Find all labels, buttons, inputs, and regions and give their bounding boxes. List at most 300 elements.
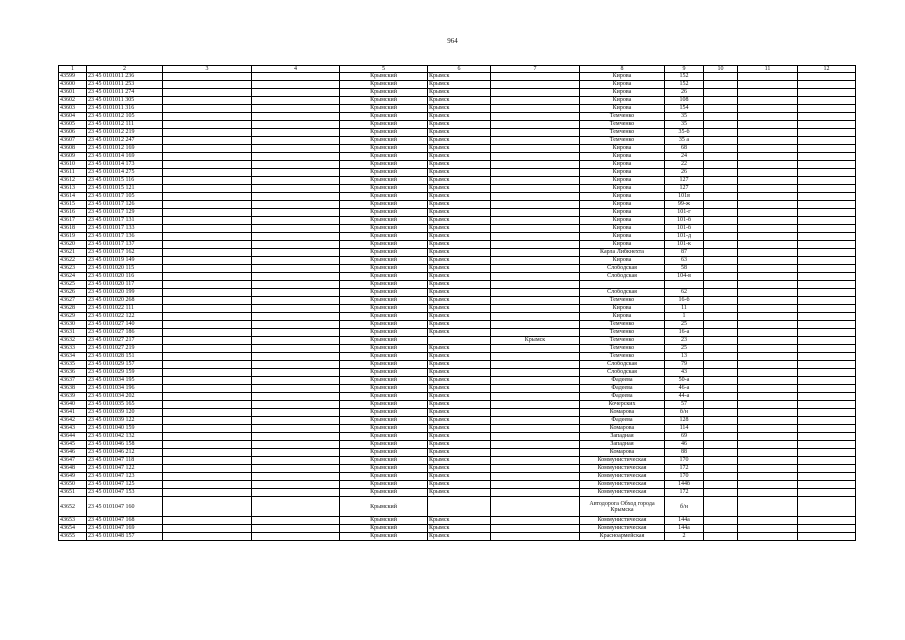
cell-col-12 (798, 305, 856, 313)
cell-row-number: 43623 (59, 265, 87, 273)
cell-row-number: 43646 (59, 449, 87, 457)
cell-col-12 (798, 145, 856, 153)
cell-row-number: 43644 (59, 433, 87, 441)
cell-col-12 (798, 73, 856, 81)
cell-col-7 (491, 449, 580, 457)
cell-col-7 (491, 465, 580, 473)
cell-col-11 (738, 449, 798, 457)
cell-street: Фадеева (580, 385, 665, 393)
cell-row-number: 43641 (59, 409, 87, 417)
cell-district: Крымский (340, 489, 428, 497)
cell-col-12 (798, 409, 856, 417)
cell-col-10 (704, 489, 738, 497)
cell-district: Крымский (340, 481, 428, 489)
cell-col-11 (738, 249, 798, 257)
cell-street: Коммунистическая (580, 525, 665, 533)
cell-city (428, 497, 491, 517)
cell-row-number: 43640 (59, 401, 87, 409)
cell-row-number: 43639 (59, 393, 87, 401)
cell-row-number: 43635 (59, 361, 87, 369)
cell-col-7 (491, 265, 580, 273)
table-row (59, 161, 856, 169)
cell-col-10 (704, 137, 738, 145)
cell-street: Коммунистическая (580, 481, 665, 489)
table-row (59, 409, 856, 417)
cell-col-11 (738, 369, 798, 377)
cell-cadastral-number: 23 45 0101017 129 (87, 209, 163, 217)
cell-col-11 (738, 121, 798, 129)
cell-col-10 (704, 81, 738, 89)
cell-cadastral-number: 23 45 0101017 137 (87, 241, 163, 249)
cell-house-number: 127 (665, 177, 704, 185)
cell-col-10 (704, 401, 738, 409)
cell-col-10 (704, 233, 738, 241)
cell-street: Слободская (580, 361, 665, 369)
cell-col-12 (798, 385, 856, 393)
cell-col-10 (704, 305, 738, 313)
cell-col-12 (798, 353, 856, 361)
cell-col-11 (738, 525, 798, 533)
cell-cadastral-number: 23 45 0101022 122 (87, 313, 163, 321)
cell-house-number: 25 (665, 321, 704, 329)
cell-street: Слободская (580, 265, 665, 273)
cell-col-12 (798, 525, 856, 533)
cell-col-7 (491, 385, 580, 393)
cell-house-number: 88 (665, 449, 704, 457)
cell-city: Крымск (428, 449, 491, 457)
cell-cadastral-number: 23 45 0101047 153 (87, 489, 163, 497)
cell-cadastral-number: 23 45 0101014 173 (87, 161, 163, 169)
cell-city: Крымск (428, 517, 491, 525)
cell-col-12 (798, 473, 856, 481)
cell-col-7 (491, 161, 580, 169)
cell-col-11 (738, 517, 798, 525)
cell-row-number: 43647 (59, 457, 87, 465)
cell-col-4 (252, 137, 340, 145)
cell-col-4 (252, 249, 340, 257)
table-row (59, 97, 856, 105)
cell-row-number: 43655 (59, 533, 87, 541)
cell-col-7 (491, 393, 580, 401)
table-row (59, 465, 856, 473)
cell-city: Крымск (428, 113, 491, 121)
cell-col-3 (163, 121, 252, 129)
cell-city: Крымск (428, 297, 491, 305)
cell-city: Крымск (428, 321, 491, 329)
cell-col-7 (491, 377, 580, 385)
cell-street: Слободская (580, 289, 665, 297)
cell-col-12 (798, 425, 856, 433)
cell-col-10 (704, 353, 738, 361)
cell-cadastral-number: 23 45 0101046 158 (87, 441, 163, 449)
cell-street: Кирова (580, 233, 665, 241)
cell-district: Крымский (340, 257, 428, 265)
cell-street: Кирова (580, 313, 665, 321)
column-header-3: 3 (163, 66, 252, 73)
cell-col-3 (163, 393, 252, 401)
table-row (59, 281, 856, 289)
cell-col-11 (738, 409, 798, 417)
cell-street: Кирова (580, 217, 665, 225)
cell-col-10 (704, 281, 738, 289)
cell-col-11 (738, 169, 798, 177)
cell-city: Крымск (428, 105, 491, 113)
cell-city: Крымск (428, 525, 491, 533)
cell-col-4 (252, 409, 340, 417)
cell-col-10 (704, 209, 738, 217)
table-row (59, 385, 856, 393)
cell-district: Крымский (340, 353, 428, 361)
cell-street: Темченко (580, 121, 665, 129)
cell-district: Крымский (340, 377, 428, 385)
table-row (59, 209, 856, 217)
cell-row-number: 43605 (59, 121, 87, 129)
cell-col-10 (704, 321, 738, 329)
cell-district: Крымский (340, 385, 428, 393)
cell-house-number: 57 (665, 401, 704, 409)
cell-col-11 (738, 465, 798, 473)
cell-district: Крымский (340, 209, 428, 217)
cell-col-7 (491, 345, 580, 353)
cell-col-4 (252, 417, 340, 425)
cell-cadastral-number: 23 45 0101047 169 (87, 525, 163, 533)
cell-city: Крымск (428, 281, 491, 289)
cell-col-4 (252, 193, 340, 201)
cell-col-11 (738, 417, 798, 425)
cell-col-3 (163, 441, 252, 449)
cell-district: Крымский (340, 249, 428, 257)
table-row (59, 473, 856, 481)
cell-house-number: 26 (665, 89, 704, 97)
cell-district: Крымский (340, 305, 428, 313)
cell-district: Крымский (340, 193, 428, 201)
cell-col-3 (163, 233, 252, 241)
cell-col-4 (252, 129, 340, 137)
cell-col-11 (738, 289, 798, 297)
cell-col-3 (163, 337, 252, 345)
cell-col-12 (798, 121, 856, 129)
cell-row-number: 43630 (59, 321, 87, 329)
cell-col-11 (738, 353, 798, 361)
cell-col-12 (798, 201, 856, 209)
table-row (59, 265, 856, 273)
cell-city: Крымск (428, 433, 491, 441)
cell-row-number: 43633 (59, 345, 87, 353)
table-row (59, 105, 856, 113)
table-row (59, 217, 856, 225)
cell-col-12 (798, 449, 856, 457)
cell-col-10 (704, 313, 738, 321)
cell-cadastral-number: 23 45 0101048 157 (87, 533, 163, 541)
cell-city: Крымск (428, 81, 491, 89)
cell-col-10 (704, 457, 738, 465)
cell-col-3 (163, 241, 252, 249)
cell-house-number: 101-д (665, 233, 704, 241)
cell-row-number: 43619 (59, 233, 87, 241)
cell-col-4 (252, 533, 340, 541)
cell-cadastral-number: 23 45 0101015 116 (87, 177, 163, 185)
cell-col-12 (798, 533, 856, 541)
cell-col-12 (798, 457, 856, 465)
cell-col-12 (798, 241, 856, 249)
cell-row-number: 43638 (59, 385, 87, 393)
cell-house-number: 22 (665, 161, 704, 169)
cell-col-4 (252, 345, 340, 353)
table-row (59, 525, 856, 533)
cell-district: Крымский (340, 409, 428, 417)
cell-col-3 (163, 185, 252, 193)
cell-street: Комарова (580, 449, 665, 457)
cell-row-number: 43614 (59, 193, 87, 201)
cell-col-4 (252, 89, 340, 97)
cell-col-3 (163, 313, 252, 321)
column-header-12: 12 (798, 66, 856, 73)
cell-city: Крымск (428, 329, 491, 337)
cell-street: Красноармейская (580, 533, 665, 541)
cell-col-4 (252, 313, 340, 321)
cell-col-4 (252, 153, 340, 161)
cell-col-4 (252, 265, 340, 273)
cell-col-10 (704, 73, 738, 81)
cell-col-3 (163, 377, 252, 385)
cell-city: Крымск (428, 305, 491, 313)
cell-col-3 (163, 177, 252, 185)
cell-col-10 (704, 289, 738, 297)
cell-col-4 (252, 289, 340, 297)
cell-city: Крымск (428, 209, 491, 217)
cell-district: Крымский (340, 361, 428, 369)
cell-col-11 (738, 257, 798, 265)
cell-house-number (665, 281, 704, 289)
cell-col-3 (163, 433, 252, 441)
cell-col-11 (738, 145, 798, 153)
cell-col-11 (738, 385, 798, 393)
cell-cadastral-number: 23 45 0101012 219 (87, 129, 163, 137)
cell-col-7 (491, 81, 580, 89)
cell-col-3 (163, 137, 252, 145)
cell-district: Крымский (340, 137, 428, 145)
cell-col-3 (163, 209, 252, 217)
cell-city: Крымск (428, 385, 491, 393)
cell-col-10 (704, 177, 738, 185)
cell-house-number: 24 (665, 153, 704, 161)
cell-street: Кирова (580, 153, 665, 161)
cell-col-12 (798, 345, 856, 353)
cell-cadastral-number: 23 45 0101028 151 (87, 353, 163, 361)
cell-col-4 (252, 401, 340, 409)
table-row (59, 337, 856, 345)
cell-cadastral-number: 23 45 0101047 123 (87, 473, 163, 481)
cell-house-number: 144б (665, 481, 704, 489)
cell-col-3 (163, 353, 252, 361)
cell-col-12 (798, 417, 856, 425)
cell-street: Кирова (580, 185, 665, 193)
cell-district: Крымский (340, 337, 428, 345)
cell-city: Крымск (428, 185, 491, 193)
table-row (59, 449, 856, 457)
cell-row-number: 43625 (59, 281, 87, 289)
cell-cadastral-number: 23 45 0101020 115 (87, 265, 163, 273)
cell-city: Крымск (428, 409, 491, 417)
cell-city: Крымск (428, 233, 491, 241)
cell-street: Комарова (580, 409, 665, 417)
cell-row-number: 43654 (59, 525, 87, 533)
cell-col-7 (491, 153, 580, 161)
cell-district: Крымский (340, 225, 428, 233)
cell-street: Фадеева (580, 393, 665, 401)
cell-city: Крымск (428, 169, 491, 177)
table-row (59, 169, 856, 177)
cell-street: Кирова (580, 97, 665, 105)
cell-row-number: 43606 (59, 129, 87, 137)
table-row (59, 297, 856, 305)
cell-cadastral-number: 23 45 0101015 121 (87, 185, 163, 193)
table-row (59, 225, 856, 233)
cell-col-10 (704, 345, 738, 353)
cell-col-11 (738, 281, 798, 289)
cell-cadastral-number: 23 45 0101012 111 (87, 121, 163, 129)
cell-city: Крымск (428, 377, 491, 385)
cell-house-number: 35 а (665, 137, 704, 145)
cell-house-number: 154 (665, 105, 704, 113)
cell-col-3 (163, 225, 252, 233)
cell-street: Кирова (580, 145, 665, 153)
cell-col-11 (738, 233, 798, 241)
cell-col-11 (738, 193, 798, 201)
column-header-9: 9 (665, 66, 704, 73)
cell-district: Крымский (340, 297, 428, 305)
cell-row-number: 43600 (59, 81, 87, 89)
cell-col-11 (738, 321, 798, 329)
cell-cadastral-number: 23 45 0101042 132 (87, 433, 163, 441)
cell-col-4 (252, 525, 340, 533)
cell-col-4 (252, 517, 340, 525)
table-row (59, 81, 856, 89)
cell-cadastral-number: 23 45 0101047 125 (87, 481, 163, 489)
cell-house-number: 101-г (665, 209, 704, 217)
cell-col-4 (252, 281, 340, 289)
cell-col-12 (798, 193, 856, 201)
cell-col-3 (163, 249, 252, 257)
cell-col-3 (163, 281, 252, 289)
cell-col-10 (704, 481, 738, 489)
cell-house-number: 16-а (665, 329, 704, 337)
cell-col-11 (738, 129, 798, 137)
cell-col-12 (798, 441, 856, 449)
table-row (59, 233, 856, 241)
cell-row-number: 43652 (59, 497, 87, 517)
cell-col-7 (491, 241, 580, 249)
cell-district: Крымский (340, 281, 428, 289)
cell-col-3 (163, 273, 252, 281)
cell-house-number: 172 (665, 465, 704, 473)
cell-col-12 (798, 185, 856, 193)
cell-district: Крымский (340, 449, 428, 457)
cell-house-number: 46-а (665, 385, 704, 393)
cell-cadastral-number: 23 45 0101039 120 (87, 409, 163, 417)
cell-col-10 (704, 105, 738, 113)
cell-street: Темченко (580, 321, 665, 329)
cell-city: Крымск (428, 533, 491, 541)
cell-cadastral-number: 23 45 0101029 157 (87, 361, 163, 369)
cell-row-number: 43627 (59, 297, 87, 305)
cell-street: Кирова (580, 73, 665, 81)
cell-cadastral-number: 23 45 0101039 122 (87, 417, 163, 425)
cell-col-10 (704, 265, 738, 273)
cell-city: Крымск (428, 289, 491, 297)
cell-col-4 (252, 209, 340, 217)
cell-col-11 (738, 313, 798, 321)
cell-city: Крымск (428, 121, 491, 129)
cell-row-number: 43624 (59, 273, 87, 281)
cell-house-number: 11 (665, 305, 704, 313)
cell-col-7 (491, 409, 580, 417)
cell-street: Кирова (580, 257, 665, 265)
cell-col-10 (704, 129, 738, 137)
cell-col-4 (252, 297, 340, 305)
cell-col-7 (491, 193, 580, 201)
cell-col-12 (798, 249, 856, 257)
cell-col-4 (252, 449, 340, 457)
cell-col-7 (491, 281, 580, 289)
cell-col-12 (798, 297, 856, 305)
cell-col-12 (798, 377, 856, 385)
cell-cadastral-number: 23 45 0101020 117 (87, 281, 163, 289)
cell-col-4 (252, 329, 340, 337)
cell-col-7 (491, 137, 580, 145)
cell-col-10 (704, 97, 738, 105)
cell-street: Темченко (580, 129, 665, 137)
cell-house-number: 35-б (665, 129, 704, 137)
cell-col-4 (252, 161, 340, 169)
header-row (59, 66, 856, 73)
cell-col-3 (163, 465, 252, 473)
table-row (59, 249, 856, 257)
cell-row-number: 43620 (59, 241, 87, 249)
cell-col-12 (798, 401, 856, 409)
cell-col-7 (491, 209, 580, 217)
cell-col-12 (798, 153, 856, 161)
cell-district: Крымский (340, 129, 428, 137)
cell-col-11 (738, 209, 798, 217)
cell-cadastral-number: 23 45 0101029 159 (87, 369, 163, 377)
register-table (58, 65, 856, 541)
cell-col-12 (798, 169, 856, 177)
cell-col-4 (252, 105, 340, 113)
cell-col-11 (738, 217, 798, 225)
cell-street: Кирова (580, 209, 665, 217)
cell-col-11 (738, 441, 798, 449)
cell-col-4 (252, 145, 340, 153)
cell-house-number: 127 (665, 185, 704, 193)
cell-district: Крымский (340, 345, 428, 353)
cell-col-12 (798, 113, 856, 121)
cell-col-3 (163, 369, 252, 377)
cell-col-7 (491, 425, 580, 433)
cell-district: Крымский (340, 525, 428, 533)
cell-col-10 (704, 473, 738, 481)
cell-col-11 (738, 73, 798, 81)
cell-house-number: 101в (665, 193, 704, 201)
cell-cadastral-number: 23 45 0101011 305 (87, 97, 163, 105)
cell-cadastral-number: 23 45 0101047 168 (87, 517, 163, 525)
cell-district: Крымский (340, 169, 428, 177)
cell-col-12 (798, 265, 856, 273)
cell-col-3 (163, 361, 252, 369)
cell-house-number: 1 (665, 313, 704, 321)
cell-col-10 (704, 385, 738, 393)
table-row (59, 201, 856, 209)
